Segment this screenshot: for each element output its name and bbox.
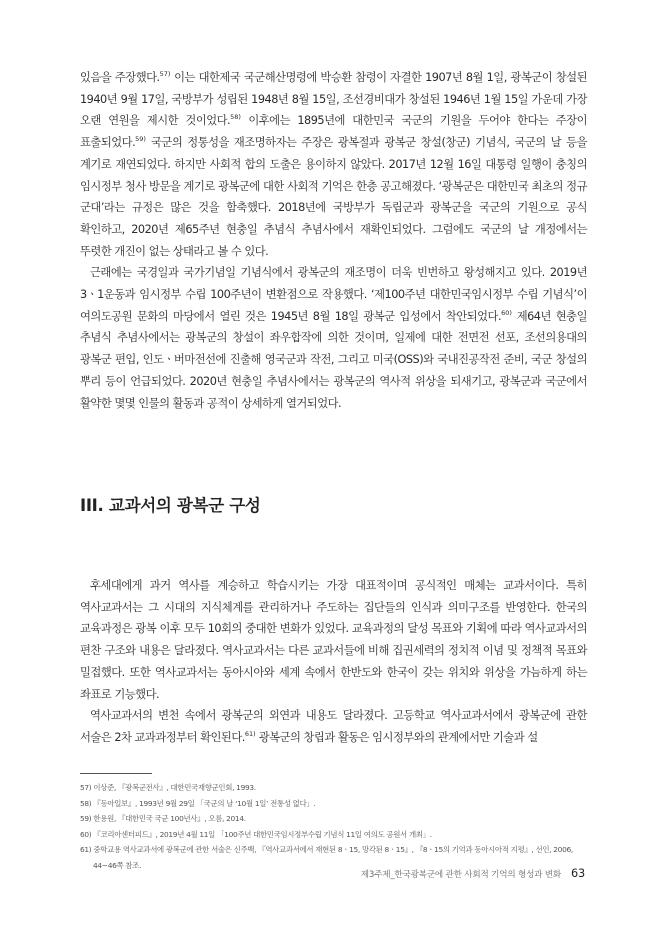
footnote-ref-59[interactable]: 59) [135,135,146,144]
intro-paragraph-2 [80,262,587,414]
section-paragraph-1: 후세대에게 과거 역사를 계승하고 학습시키는 가장 대표적이며 공식적인 매체는 교과서이다. 특히 역사교과서는 그 시대의 지식체계를 관리하거나 주도하는 집단들의 인식과 의미구조를 반영한다. 한국의 교육과정은 광복 이후 모두 10회의 중대한 변화가 있었다. 교육과정의 달성 목표와 기획에 따라 역사교과서의 편찬 구조와 내용은 달라졌다. 역사교과서는 다른 교과서들에 비해 집권세력의 정치적 이념 및 정책적 목표와 밀접했다. 또한 역사교과서는 동아시아와 세계 속에서 한반도와 한국이 갖는 위치와 위상을 가늠하게 하는 좌표로 기능했다. [80,579,587,701]
footnote-60: 60) 『코리아센터피드』, 2019년 4월 11일 「100주년 대한민국임시정부수립 기념식 11일 여의도 공원서 개최」. [80,829,432,839]
text-run: 이후에는 1895년에 대한민국 국군의 기원을 두어야 한다는 주장이 표출되었다. [80,114,587,150]
footnote-59: 59) 한용원, 『대한민국 국군 100년사』, 오름, 2014. [80,814,246,823]
footnote-57: 57) 이상준, 『광복군전사』, 대한민국재향군인회, 1993. [80,783,256,792]
text-run: 제64년 현충일 추념식 추념사에서는 광복군의 창설이 좌우합작에 의한 것이며, 일제에 대한 전면전 선포, 조선의용대의 광복군 편입, 인도ㆍ버마전선에 진출해 영국군과 작전, 그리고 미국(OSS)와 국내진공작전 준비, 국군 창설의 뿌리 등이 언급되었다. 2020년 현충일 추념사에서는 광복군의 역사적 위상을 되새기고, 광복군과 국군에서 활약한 몇몇 인물의 활동과 공적이 상세하게 열거되었다. [80,309,587,410]
section-paragraph-2 [80,705,587,748]
footnote-ref-60[interactable]: 60) [501,308,512,317]
page-footer [361,867,585,880]
footnote-ref-61[interactable]: 61) [244,730,256,739]
section-heading: III. 교과서의 광복군 구성 [80,496,261,515]
footnote-divider [80,773,152,774]
text-run: 역사교과서의 변천 속에서 광복군의 외연과 내용도 달라졌다. 고등학교 역사교과서에서 광복군에 관한 서술은 2차 교과과정부터 확인된다. [80,709,587,744]
intro-paragraph-1 [80,67,587,262]
section-text [80,575,587,749]
text-run: 있음을 주장했다. [80,71,160,84]
text-run: 근래에는 국경일과 국가기념일 기념식에서 광복군의 재조명이 더욱 빈번하고 왕성해지고 있다. 2019년 3ㆍ1운동과 임시정부 수립 100주년이 변환점으로 작용했다. ‘제100주년 대한민국임시정부 수립 기념식’이 여의도공원 문화의 마당에서 열린 것은 1945년 8월 18일 광복군 입성에서 착안되었다. [80,266,587,323]
text-run: 국군의 정통성을 재조명하자는 주장은 광복절과 광복군 창설(창군) 기념식, 국군의 날 등을 계기로 재연되었다. 하지만 사회적 합의 도출은 용이하지 않았다. 2017년 12월 16일 대통령 일행이 충칭의 임시정부 청사 방문을 계기로 광복군에 대한 사회적 기억은 한층 공고해졌다. ‘광복군은 대한민국 최초의 정규 군대’라는 규정은 많은 것을 함축했다. 2018년에 국방부가 독립군과 광복군을 국군의 기원으로 공식 확인하고, 2020년 제65주년 현충일 추념식 추념사에서 재확인되었다. 그럼에도 국군의 날 개정에서는 뚜렷한 개진이 없는 상태라고 볼 수 있다. [80,136,587,258]
text-run: 광복군의 창립과 활동은 임시정부와의 관계에서만 기술과 설 [255,730,538,744]
footnote-ref-58[interactable]: 58) [230,113,241,122]
footnote-61: 61) 중학교용 역사교과서에 광복군에 관한 서술은 신주백, 『역사교과서에서 재현된 8ㆍ15, 망각된 8ㆍ15』, 『8ㆍ15의 기억과 동아시아적 지평』, 선인, 2006, 44~46쪽 참조. [80,845,573,870]
footnotes [80,780,590,873]
footnote-58: 58) 『동아일보』, 1993년 9월 29일 「국군의 날 ‘10월 1일’ 전통성 없다」. [80,798,316,808]
text-run: 이는 대한제국 국군해산명령에 박승환 참령이 자결한 1907년 8월 1일, 광복군이 창설된 1940년 9월 17일, 국방부가 성립된 1948년 8월 15일, 조선경비대가 창설된 1946년 1월 15일 가운데 가장 오랜 연원을 제시한 것이었다. [80,71,587,128]
running-title: 제3주제_한국광복군에 관한 사회적 기억의 형성과 변화 [360,870,562,880]
footnote-ref-57[interactable]: 57) [159,70,171,79]
intro-text [80,67,587,414]
page-number: 63 [571,867,585,880]
